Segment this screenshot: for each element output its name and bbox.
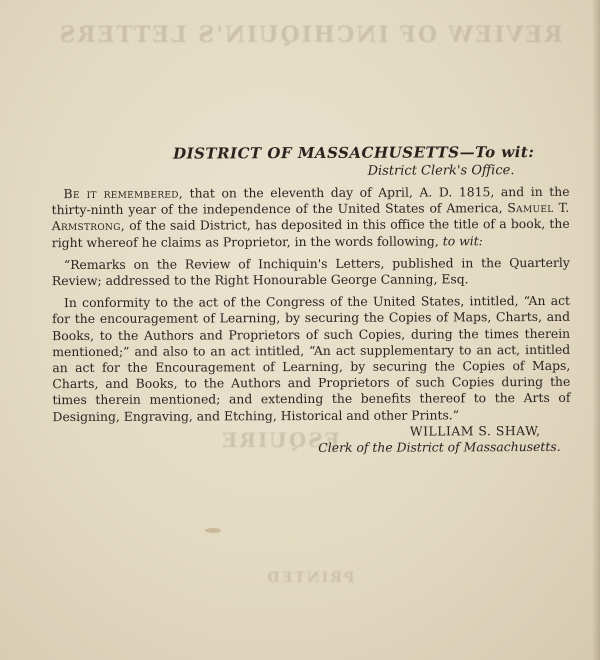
bleed-through-imprint: PRINTED — [265, 570, 355, 586]
bleed-through-author: ESQUIRE — [220, 428, 340, 452]
signature-name: WILLIAM S. SHAW, — [409, 422, 541, 439]
copyright-notice — [51, 143, 570, 457]
book-title: “Remarks on the Review of Inchiquin's Letters, published in the Quarterly Review; addressed to the Right Honourable George Canning, Esq. — [51, 254, 570, 289]
to-wit-inline: to wit: — [442, 232, 483, 249]
paper-stain — [205, 528, 221, 533]
paragraph-remembered — [52, 184, 570, 251]
paragraph-conformity: In conformity to the act of the Congress of the United States, intitled, “An act for the encouragement of Learning, by securing the Copies of Maps, Charts, and Books, to the Authors and Proprietors of such Copies, during the times therein mentioned;” and also to an act intitled, “An act supplementary to an act, intitled an act for the Encouragement of Learning, by securing the Copies of Maps, Charts, and Books, to the Authors and Proprietors of such Copies during the times therein mentioned; and extending the benefits thereof to the Arts of Designing, Engraving, and Etching, Historical and other Prints.” — [52, 293, 571, 424]
to-wit-heading: —To wit: — [459, 143, 535, 162]
district-name: DISTRICT OF MASSACHUSETTS — [173, 143, 460, 163]
paragraph-text: that on the eleventh day of April, A. D. 1815, and in the thirty-ninth year of the independence of the United States of America, — [51, 183, 570, 218]
proprietor-name: Samuel T. Armstrong, — [51, 200, 570, 234]
notice-heading — [51, 143, 569, 163]
bleed-through-title: REVIEW OF INCHIQUIN'S LETTERS — [57, 22, 563, 48]
paragraph-text: of the said District, has deposited in this office the title of a book, the right whereof he claims as Proprietor, in the words following, — [51, 216, 570, 250]
clerk-office: District Clerk's Office. — [367, 163, 515, 179]
lead-words: Be it remembered, — [63, 185, 184, 202]
page-fold-shadow — [592, 0, 600, 660]
signature-title: Clerk of the District of Massachusetts. — [318, 438, 561, 455]
